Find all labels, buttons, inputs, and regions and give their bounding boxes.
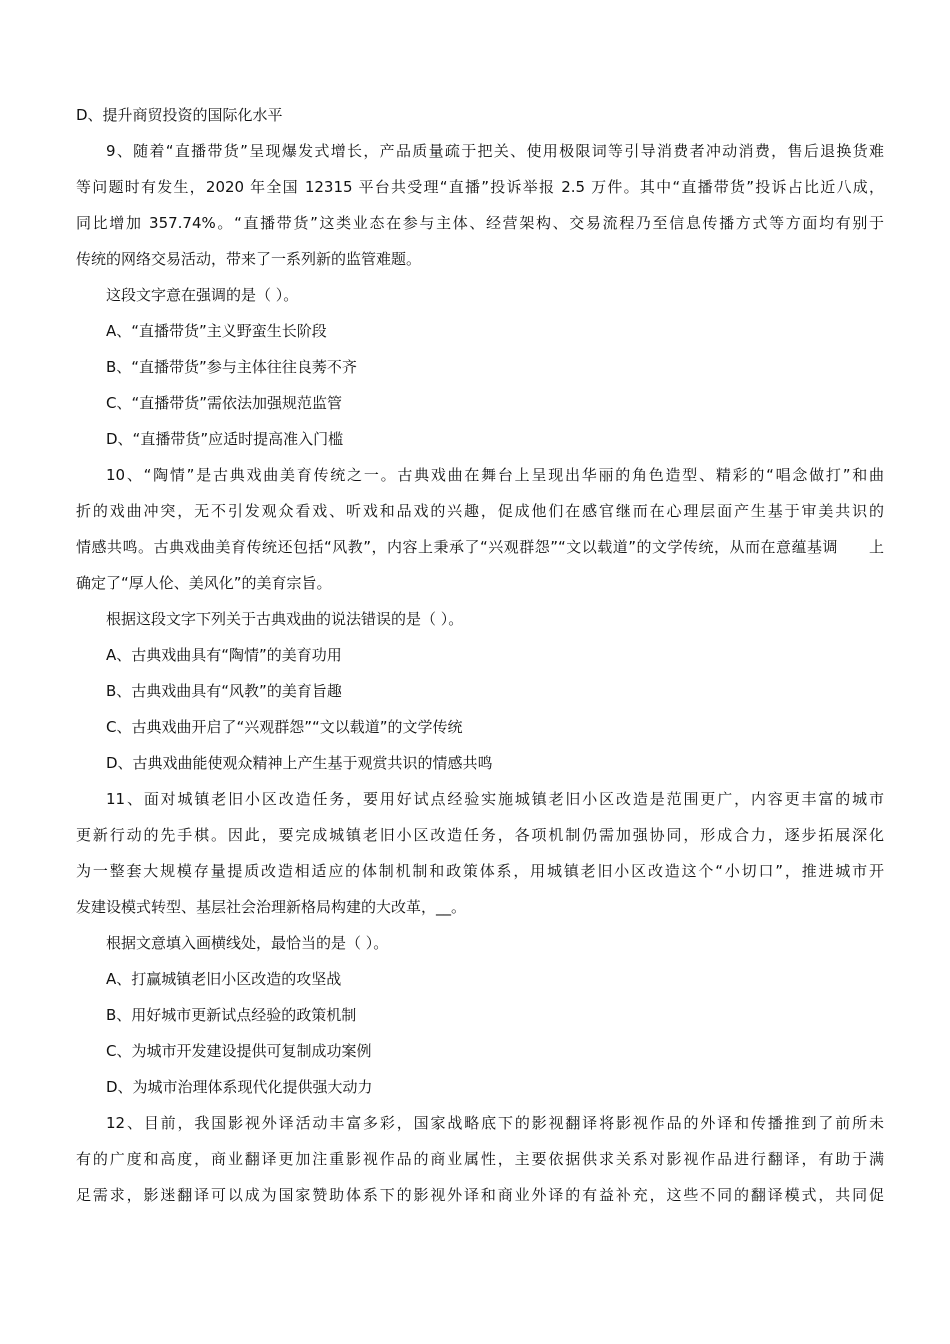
q10-prompt: 根据这段文字下列关于古典戏曲的说法错误的是（ ）。 (106, 610, 464, 628)
q11-option-c[interactable]: C、为城市开发建设提供可复制成功案例 (106, 1042, 372, 1060)
q10-line-4: 确定了“厚人伦、美风化”的美育宗旨。 (76, 574, 332, 592)
q10-line-3: 情感共鸣。古典戏曲美育传统还包括“风教”，内容上秉承了“兴观群怨”“文以载道”的文学传统，从而在意蕴基调 上 (76, 538, 884, 556)
q10-option-c[interactable]: C、古典戏曲开启了“兴观群怨”“文以载道”的文学传统 (106, 718, 463, 736)
q10-line-1: 10、“陶情”是古典戏曲美育传统之一。古典戏曲在舞台上呈现出华丽的角色造型、精彩的“唱念做打”和曲 (106, 466, 884, 484)
q11-line-4: 发建设模式转型、基层社会治理新格局构建的大改革，__。 (76, 898, 467, 916)
q9-option-a[interactable]: A、“直播带货”主义野蛮生长阶段 (106, 322, 327, 340)
q10-option-a[interactable]: A、古典戏曲具有“陶情”的美育功用 (106, 646, 342, 664)
q11-line-3: 为一整套大规模存量提质改造相适应的体制机制和政策体系，用城镇老旧小区改造这个“小切口”，推进城市开 (76, 862, 884, 880)
q11-option-d[interactable]: D、为城市治理体系现代化提供强大动力 (106, 1078, 373, 1096)
q10-option-d[interactable]: D、古典戏曲能使观众精神上产生基于观赏共识的情感共鸣 (106, 754, 493, 772)
q9-prompt: 这段文字意在强调的是（ ）。 (106, 286, 299, 304)
q9-option-c[interactable]: C、“直播带货”需依法加强规范监管 (106, 394, 343, 412)
q9-line-4: 传统的网络交易活动，带来了一系列新的监管难题。 (76, 250, 422, 268)
q9-line-3: 同比增加 357.74%。“直播带货”这类业态在参与主体、经营架构、交易流程乃至信息传播方式等方面均有别于 (76, 214, 884, 232)
q9-option-b[interactable]: B、“直播带货”参与主体往往良莠不齐 (106, 358, 357, 376)
q11-line-2: 更新行动的先手棋。因此，要完成城镇老旧小区改造任务，各项机制仍需加强协同，形成合力，逐步拓展深化 (76, 826, 884, 844)
q11-prompt: 根据文意填入画横线处，最恰当的是（ ）。 (106, 934, 389, 952)
q9-line-2: 等问题时有发生，2020 年全国 12315 平台共受理“直播”投诉举报 2.5 万件。其中“直播带货”投诉占比近八成， (76, 178, 884, 196)
q10-option-b[interactable]: B、古典戏曲具有“风教”的美育旨趣 (106, 682, 342, 700)
q11-option-a[interactable]: A、打赢城镇老旧小区改造的攻坚战 (106, 970, 342, 988)
option-d-prev: D、提升商贸投资的国际化水平 (76, 106, 283, 124)
q12-line-1: 12、目前，我国影视外译活动丰富多彩，国家战略底下的影视翻译将影视作品的外译和传播推到了前所未 (106, 1114, 884, 1132)
q12-line-2: 有的广度和高度，商业翻译更加注重影视作品的商业属性，主要依据供求关系对影视作品进行翻译，有助于满 (76, 1150, 884, 1168)
q11-option-b[interactable]: B、用好城市更新试点经验的政策机制 (106, 1006, 357, 1024)
q12-line-3: 足需求，影迷翻译可以成为国家赞助体系下的影视外译和商业外译的有益补充，这些不同的翻译模式，共同促 (76, 1186, 884, 1204)
q9-option-d[interactable]: D、“直播带货”应适时提高准入门槛 (106, 430, 344, 448)
q10-line-2: 折的戏曲冲突，无不引发观众看戏、听戏和品戏的兴趣，促成他们在感官继而在心理层面产生基于审美共识的 (76, 502, 884, 520)
q11-line-1: 11、面对城镇老旧小区改造任务，要用好试点经验实施城镇老旧小区改造是范围更广，内容更丰富的城市 (106, 790, 884, 808)
q9-line-1: 9、随着“直播带货”呈现爆发式增长，产品质量疏于把关、使用极限词等引导消费者冲动消费，售后退换货难 (106, 142, 884, 160)
